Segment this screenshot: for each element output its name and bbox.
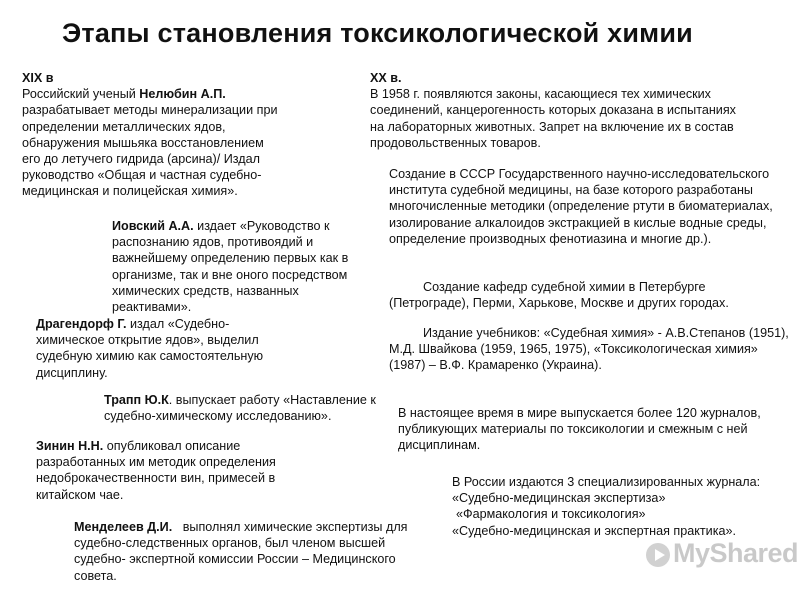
dragendorf-text: издал «Судебно-химическое открытие ядов», выделил судебную химию как самостоятельную дисциплину. bbox=[36, 317, 264, 380]
institute-block: Создание в СССР Государственного научно-исследовательского института судебной медицины, на базе которого разработаны многочисленные методики (определение ртути в биоматериалах, изолирование алкалоидов экстракцией в кислые водные среды, определение производных фенотиазина и многие др.). bbox=[389, 167, 773, 246]
departments-block: Создание кафедр судебной химии в Петербурге (Петрограде), Перми, Харькове, Москве и других городах. bbox=[389, 280, 729, 311]
zinin-text: опубликовал описание разработанных им методик определения недоброкачественности вин, примесей в китайском чае. bbox=[36, 439, 276, 502]
dragendorf-block bbox=[36, 316, 268, 381]
zinin-block bbox=[36, 438, 298, 503]
laws-text: В 1958 г. появляются законы, касающиеся тех химических соединений, канцерогенность которых доказана в испытаниях на лабораторных животных. Запрет на включение их в состав продовольственных товаров. bbox=[370, 87, 736, 150]
zinin-name: Зинин Н.Н. bbox=[36, 439, 104, 453]
journals-russia-block bbox=[452, 474, 792, 539]
watermark-logo bbox=[645, 536, 799, 576]
textbooks-block: Издание учебников: «Судебная химия» - А.В.Степанов (1951), М.Д. Швайкова (1959, 1965, 1975), «Токсикологическая химия» (1987) – В.Ф. Крамаренко (Украина). bbox=[389, 326, 789, 373]
mendeleev-name: Менделеев Д.И. bbox=[74, 520, 173, 534]
nelyubin-name: Нелюбин А.П. bbox=[139, 87, 226, 102]
journal-item: «Судебно-медицинская и экспертная практика». bbox=[452, 523, 737, 538]
mendeleev-block bbox=[74, 519, 438, 584]
nelyubin-block bbox=[22, 70, 284, 200]
trapp-name: Трапп Ю.К bbox=[104, 393, 169, 407]
page-title: Этапы становления токсикологической химии bbox=[62, 18, 693, 48]
nelyubin-intro: Российский ученый bbox=[22, 87, 140, 102]
dragendorf-name: Драгендорф Г. bbox=[36, 317, 127, 331]
iovsky-block bbox=[112, 218, 366, 315]
xx-century-block bbox=[370, 70, 746, 151]
nelyubin-text: разрабатывает методы минерализации при определении металлических ядов, обнаружения мышьяка восстановлением его до летучего гидрида (арсина)/ Издал руководство «Общая и частная судебно-медицинская и полицейская химия». bbox=[22, 103, 278, 199]
journals-world-block: В настоящее время в мире выпускается более 120 журналов, публикующих материалы по токсикологии и смежным с ней дисциплинам. bbox=[398, 406, 761, 453]
iovsky-text: издает «Руководство к распознанию ядов, противоядий и важнейшему определению первых как в организме, так и вне оного посредством химических средств, названных реактивами». bbox=[112, 219, 349, 315]
trapp-text: . выпускает работу «Наставление к судебно-химическому исследованию». bbox=[104, 393, 376, 424]
play-triangle-icon bbox=[645, 542, 671, 568]
iovsky-name: Иовский А.А. bbox=[112, 219, 194, 233]
journal-item: «Фармакология и токсикология» bbox=[456, 507, 646, 522]
journals-russia-intro: В России издаются 3 специализированных журнала: bbox=[452, 475, 761, 489]
mendeleev-text: выполнял химические экспертизы для судебно-следственных органов, был членом высшей судебно- экспертной комиссии России – Медицинского совета. bbox=[74, 520, 408, 583]
journal-item: «Судебно-медицинская экспертиза» bbox=[452, 491, 666, 506]
century-xix: XIX в bbox=[22, 71, 54, 85]
century-xx: XX в. bbox=[370, 71, 402, 85]
trapp-block bbox=[104, 392, 396, 424]
watermark-text: MyShared bbox=[673, 538, 799, 568]
